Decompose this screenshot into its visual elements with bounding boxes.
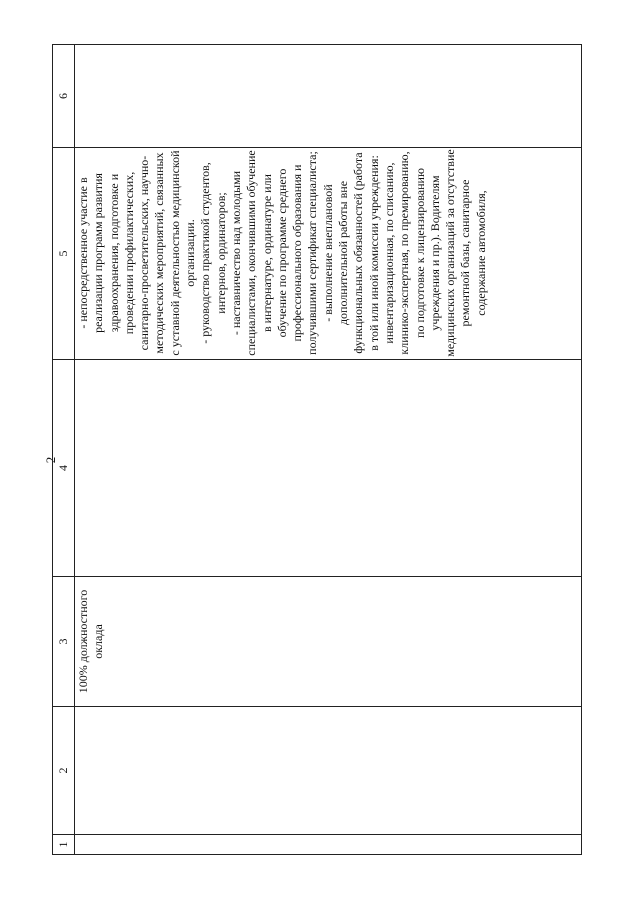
cell-col4 <box>75 360 582 577</box>
duties-text <box>75 148 489 359</box>
header-cell-2: 2 <box>53 707 75 835</box>
cell-col1 <box>75 835 582 855</box>
cell-col3 <box>75 577 582 707</box>
cell-col6 <box>75 45 582 148</box>
duty-item-2: - руководство практикой студентов, интернов, ординаторов; <box>198 162 228 344</box>
header-cell-3: 3 <box>53 577 75 707</box>
cell-col5 <box>75 148 582 360</box>
table-row <box>75 45 582 855</box>
table-header-row <box>53 45 75 855</box>
salary-percent-text: 100% должностного оклада <box>76 589 106 694</box>
header-cell-5: 5 <box>53 148 75 360</box>
header-cell-4: 4 <box>53 360 75 577</box>
header-cell-6: 6 <box>53 45 75 148</box>
duty-item-3: - наставничество над молодыми специалистами, окончившими обучение в интернатуре, ординатуре или обучение по программе среднего профессионального образования и получившими сертификат специалиста; <box>228 150 320 356</box>
duty-item-1: - непосредственное участие в реализации программ развития здравоохранения, подготовке и проведении профилактических, санитарно-просветительских, научно-методических мероприятий, связанных с уставной деятельностью медицинской организации. <box>76 150 198 356</box>
duty-item-4: - выполнение внеплановой дополнительной работы вне функциональных обязанностей (работа в той или иной комиссии учреждения: инвентаризационная, по списанию, клинико-экспертная, по премированию, по подготовке к лицензированию учреждения и пр.). Водителям медицинских организаций за отсутствие ремонтной базы, санитарное содержание автомобиля, <box>320 149 488 357</box>
document-table <box>52 44 582 855</box>
cell-col2 <box>75 707 582 835</box>
header-cell-1: 1 <box>53 835 75 855</box>
rotated-table-wrapper <box>52 45 582 855</box>
page-number: 2 <box>43 456 58 464</box>
